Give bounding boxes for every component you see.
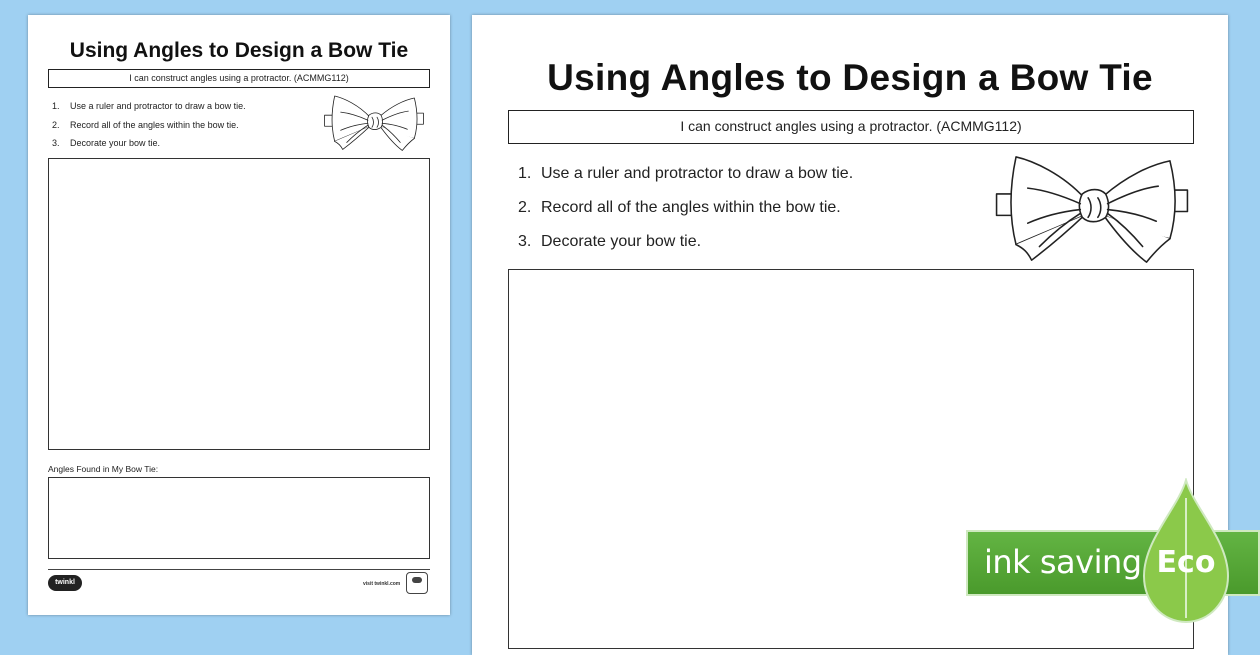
quality-badge-icon [406, 572, 428, 594]
instruction-number: 2. [52, 119, 60, 130]
angles-found-label: Angles Found in My Bow Tie: [48, 464, 159, 474]
footer-divider [48, 569, 430, 570]
instruction-item [52, 101, 246, 120]
instruction-text: Record all of the angles within the bow tie. [541, 199, 841, 216]
instruction-text: Decorate your bow tie. [70, 138, 161, 148]
bow-tie-illustration-icon [994, 155, 1190, 267]
angles-answer-box [48, 477, 430, 559]
page-title: Using Angles to Design a Bow Tie [547, 57, 1153, 98]
instruction-number: 3. [52, 138, 60, 148]
twinkl-logo: twinkl [48, 575, 82, 591]
ink-saving-label: ink saving [984, 543, 1142, 581]
instruction-text: Use a ruler and protractor to draw a bow tie. [70, 101, 246, 111]
instruction-list [52, 101, 246, 157]
instruction-number: 2. [518, 199, 532, 216]
instruction-item [52, 138, 246, 157]
bow-tie-illustration-icon [318, 95, 430, 153]
eco-label: Eco [1156, 545, 1216, 580]
instruction-number: 3. [518, 233, 532, 250]
worksheet-preview-small [28, 15, 450, 615]
learning-objective-box: I can construct angles using a protractor. (ACMMG112) [508, 110, 1194, 144]
learning-objective-box: I can construct angles using a protractor. (ACMMG112) [48, 69, 430, 88]
instruction-list [518, 165, 853, 267]
eco-drop-icon [1136, 478, 1236, 630]
visit-website-text: visit twinkl.com [363, 581, 401, 587]
instruction-item [518, 165, 853, 199]
instruction-item [52, 120, 246, 139]
page-title: Using Angles to Design a Bow Tie [69, 39, 409, 62]
instruction-item [518, 199, 853, 233]
instruction-text: Decorate your bow tie. [541, 233, 702, 250]
instruction-item [518, 233, 853, 267]
instruction-number: 1. [52, 101, 60, 111]
drawing-area [48, 158, 430, 450]
instruction-text: Use a ruler and protractor to draw a bow tie. [541, 165, 854, 182]
instruction-number: 1. [518, 165, 532, 182]
instruction-text: Record all of the angles within the bow tie. [70, 119, 239, 130]
